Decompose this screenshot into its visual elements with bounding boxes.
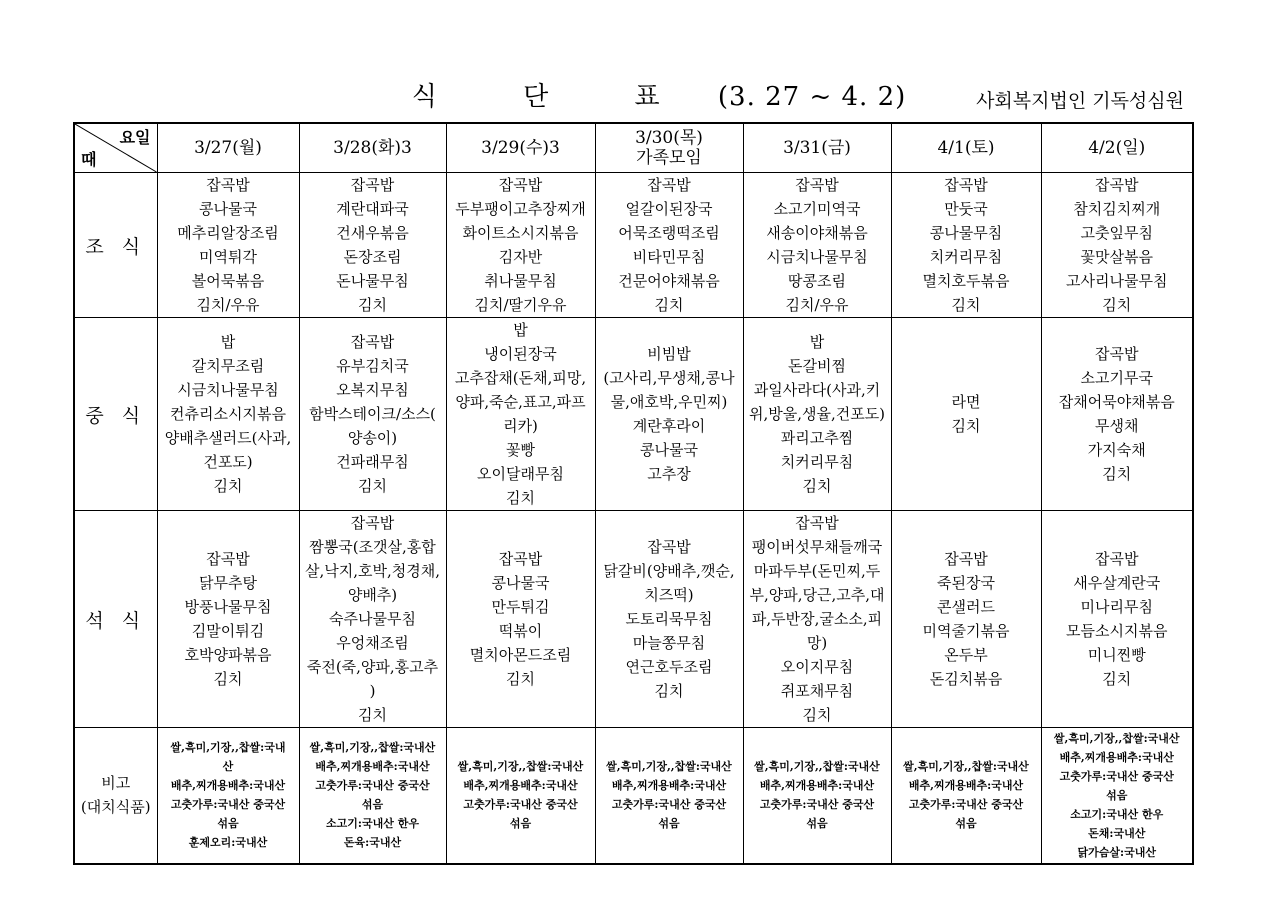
menu-cell xyxy=(891,318,1041,511)
menu-item: 김치 xyxy=(654,682,684,700)
menu-item: 꽈리고추찜 xyxy=(780,429,854,447)
menu-item: 방풍나물무침 xyxy=(184,598,272,616)
note-line: 쌀,흑미,기장,,찹쌀:국내산 xyxy=(606,760,732,774)
day-label: 3/28(화)3 xyxy=(333,138,412,158)
menu-item: 어묵조랭떡조림 xyxy=(618,224,720,242)
menu-cell xyxy=(446,511,595,728)
menu-item: 멸치아몬드조림 xyxy=(469,646,572,664)
note-line: 고춧가루:국내산 중국산 xyxy=(908,798,1024,812)
note-line: 쌀,흑미,기장,,찹쌀:국내산 xyxy=(903,760,1029,774)
note-line: 쌀,흑미,기장,,찹쌀:국내산 xyxy=(457,760,584,774)
note-line: 섞음 xyxy=(217,817,239,831)
menu-item: 모듬소시지볶음 xyxy=(1066,622,1168,640)
note-cell xyxy=(157,728,299,864)
menu-item: 무생채 xyxy=(1095,417,1139,435)
menu-item: 돈나물무침 xyxy=(336,272,409,290)
note-line: 섞음 xyxy=(806,817,828,831)
menu-item: 양파,죽순,표고,파프 xyxy=(455,393,586,411)
menu-item: 계란대파국 xyxy=(336,200,409,218)
menu-item: 라면 xyxy=(951,393,981,411)
header-row xyxy=(74,123,1193,173)
menu-item: 마늘쫑무침 xyxy=(632,634,706,652)
menu-item: 유부김치국 xyxy=(336,357,409,375)
menu-item: 닭갈비(양배추,깻순, xyxy=(603,562,735,580)
menu-cell xyxy=(157,511,299,728)
title-char-3: 표 xyxy=(634,82,661,112)
menu-item: 비타민무침 xyxy=(632,248,706,266)
note-line: 배추,찌개용배추:국내산 xyxy=(759,779,875,793)
menu-item: 살,낙지,호박,청경채, xyxy=(305,562,440,580)
note-line: 섞음 xyxy=(509,817,532,831)
menu-item: 김치 xyxy=(1102,296,1132,314)
menu-item: 떡볶이 xyxy=(498,622,543,640)
meal-row-breakfast xyxy=(74,173,1193,318)
day-header xyxy=(743,123,891,173)
note-line: 섞음 xyxy=(361,798,384,812)
note-line: 소고기:국내산 한우 xyxy=(1070,807,1164,821)
menu-item: 온두부 xyxy=(944,646,988,664)
notes-label: 비고 (대치식품) xyxy=(74,728,157,864)
note-line: 고춧가루:국내산 중국산 xyxy=(1059,769,1174,783)
menu-item: 메추리알장조림 xyxy=(177,224,279,242)
menu-item: 숙주나물무침 xyxy=(329,610,416,628)
menu-cell xyxy=(157,318,299,511)
menu-item: 멸치호두볶음 xyxy=(922,272,1010,290)
menu-item: 잡곡밥 xyxy=(795,514,839,532)
notes-row xyxy=(74,728,1193,864)
menu-item: 김치 xyxy=(802,477,832,495)
note-cell xyxy=(446,728,595,864)
menu-item: 잡곡밥 xyxy=(1095,550,1139,568)
meal-label: 중 식 xyxy=(74,318,157,511)
menu-item: 계란후라이 xyxy=(632,417,706,435)
menu-item: 김치 xyxy=(358,706,387,724)
menu-item: 김치 xyxy=(213,670,243,688)
note-cell xyxy=(299,728,446,864)
menu-item: 미니찐빵 xyxy=(1087,646,1146,664)
menu-item: 치커리무침 xyxy=(929,248,1003,266)
menu-item: 컨츄리소시지볶음 xyxy=(170,405,286,423)
day-header xyxy=(299,123,446,173)
menu-item: 돈장조림 xyxy=(343,248,402,266)
day-header xyxy=(157,123,299,173)
note-line: 쌀,흑미,기장,,찹쌀:국내산 xyxy=(1053,731,1180,745)
menu-item: 쥐포채무침 xyxy=(780,682,854,700)
menu-cell xyxy=(299,173,446,318)
menu-item: 팽이버섯무채들깨국 xyxy=(751,538,883,556)
menu-item: 콩나물국 xyxy=(491,574,550,592)
menu-item: 밥 xyxy=(809,333,825,351)
menu-cell xyxy=(595,511,743,728)
day-label: 4/2(일) xyxy=(1088,138,1146,158)
menu-item: 리카) xyxy=(503,417,538,435)
menu-item: 잡곡밥 xyxy=(498,550,543,568)
menu-item: 시금치나물무침 xyxy=(766,248,868,266)
note-line: 섞음 xyxy=(1106,788,1128,802)
menu-item: 오이달래무침 xyxy=(477,465,564,483)
menu-item: 두부팽이고추장찌개 xyxy=(455,200,586,218)
note-line: 쌀,흑미,기장,,찹쌀:국내산 xyxy=(309,741,436,755)
menu-item: 김치 xyxy=(213,477,243,495)
menu-item: 짬뽕국(조갯살,홍합 xyxy=(309,538,436,556)
day-header xyxy=(891,123,1041,173)
note-line: 배추,찌개용배추:국내산 xyxy=(1059,750,1174,764)
menu-item: 양송이) xyxy=(347,429,398,447)
menu-item: 치커리무침 xyxy=(780,453,854,471)
meal-row-dinner xyxy=(74,511,1193,728)
menu-item: 소고기미역국 xyxy=(773,200,861,218)
menu-item: 건새우볶음 xyxy=(336,224,409,242)
note-cell xyxy=(1041,728,1193,864)
organization-name: 사회복지법인 기독성심원 xyxy=(976,90,1184,112)
menu-item: 고사리나물무침 xyxy=(1066,272,1168,290)
note-line: 돈채:국내산 xyxy=(1088,826,1146,840)
menu-item: 콩나물국 xyxy=(199,200,257,218)
menu-item: 취나물무침 xyxy=(484,272,557,290)
note-line: 배추,찌개용배추:국내산 xyxy=(908,779,1024,793)
menu-item: 돈갈비찜 xyxy=(788,357,846,375)
corner-weekday-label: 요일 xyxy=(119,128,151,147)
menu-table xyxy=(73,122,1194,865)
menu-item: 땅콩조림 xyxy=(788,272,846,290)
menu-item: 꽃맛살볶음 xyxy=(1080,248,1153,266)
menu-item: 김치/우유 xyxy=(196,296,260,314)
menu-item: 파,두반장,굴소소,피 xyxy=(751,610,883,628)
menu-item: 위,방울,생율,건포도) xyxy=(748,405,886,423)
menu-cell xyxy=(743,173,891,318)
menu-item: 부,양파,당근,고추,대 xyxy=(749,586,885,604)
title-char-1: 식 xyxy=(411,82,438,112)
menu-item: 죽된장국 xyxy=(937,574,995,592)
menu-item: 우엉채조림 xyxy=(336,634,409,652)
menu-cell xyxy=(891,511,1041,728)
note-line: 산 xyxy=(222,760,234,774)
day-label: 4/1(토) xyxy=(937,138,995,158)
menu-item: 물,애호박,우민찌) xyxy=(610,393,728,411)
menu-item: 고춧잎무침 xyxy=(1080,224,1153,242)
note-line: 배추,찌개용배추:국내산 xyxy=(170,779,286,793)
menu-item: 김치 xyxy=(951,296,981,314)
menu-item: 김자반 xyxy=(498,248,543,266)
note-line: 고춧가루:국내산 중국산 xyxy=(170,798,286,812)
menu-item: 건파래무침 xyxy=(336,453,409,471)
menu-item: 화이트소시지볶음 xyxy=(462,224,579,242)
menu-item: 마파두부(돈민찌,두 xyxy=(753,562,881,580)
meal-label: 석 식 xyxy=(74,511,157,728)
menu-item: 꽃빵 xyxy=(506,441,535,459)
menu-item: 참치김치찌개 xyxy=(1073,200,1161,218)
menu-item: 잡곡밥 xyxy=(795,176,839,194)
menu-item: 가지숙채 xyxy=(1087,441,1146,459)
menu-item: 잡곡밥 xyxy=(944,550,988,568)
note-line: 쌀,흑미,기장,,찹쌀:국내산 xyxy=(754,760,880,774)
menu-item: 소고기무국 xyxy=(1080,369,1153,387)
note-line: 배추,찌개용배추:국내산 xyxy=(463,779,578,793)
menu-cell xyxy=(743,511,891,728)
menu-item: 김치 xyxy=(506,489,535,507)
note-line: 고춧가루:국내산 중국산 xyxy=(315,779,430,793)
menu-item: 도토리묵무침 xyxy=(625,610,713,628)
menu-item: 오복지무침 xyxy=(336,381,409,399)
menu-item: 비빔밥 xyxy=(647,345,691,363)
note-line: 섞음 xyxy=(955,817,977,831)
menu-item: 김말이튀김 xyxy=(191,622,265,640)
menu-item: 호박양파볶음 xyxy=(184,646,272,664)
menu-item: 만두튀김 xyxy=(491,598,550,616)
menu-item: 잡곡밥 xyxy=(350,333,395,351)
note-line: 돈육:국내산 xyxy=(343,836,402,850)
menu-cell xyxy=(743,318,891,511)
menu-item: 치즈떡) xyxy=(644,586,694,604)
note-line: 배추,찌개용배추:국내산 xyxy=(611,779,727,793)
menu-cell xyxy=(595,173,743,318)
note-line: 훈제오리:국내산 xyxy=(188,836,268,850)
menu-cell xyxy=(446,318,595,511)
menu-item: 김치/딸기우유 xyxy=(474,296,567,314)
menu-item: 함박스테이크/소스( xyxy=(309,405,436,423)
menu-cell xyxy=(891,173,1041,318)
day-label: 3/29(수)3 xyxy=(481,138,560,158)
note-line: 고춧가루:국내산 중국산 xyxy=(611,798,727,812)
note-line: 쌀,흑미,기장,,찹쌀:국내 xyxy=(170,741,286,755)
menu-item: 잡곡밥 xyxy=(350,514,395,532)
menu-item: 미역줄기볶음 xyxy=(922,622,1010,640)
menu-item: (고사리,무생채,콩나 xyxy=(603,369,735,387)
meal-label: 조 식 xyxy=(74,173,157,318)
menu-cell xyxy=(595,318,743,511)
menu-item: 새우살계란국 xyxy=(1073,574,1161,592)
menu-item: 미나리무침 xyxy=(1080,598,1153,616)
note-line: 소고기:국내산 한우 xyxy=(326,817,419,831)
note-cell xyxy=(891,728,1041,864)
menu-item: ) xyxy=(369,682,376,700)
menu-item: 김치 xyxy=(358,477,387,495)
menu-item: 콩나물무침 xyxy=(929,224,1003,242)
menu-item: 밥 xyxy=(513,321,528,339)
note-line: 고춧가루:국내산 중국산 xyxy=(759,798,875,812)
menu-cell xyxy=(1041,318,1193,511)
menu-item: 시금치나물무침 xyxy=(177,381,279,399)
menu-item: 잡곡밥 xyxy=(944,176,988,194)
title-char-2: 단 xyxy=(523,82,550,112)
day-label: 3/30(목) 가족모임 xyxy=(635,128,703,168)
menu-item: 김치 xyxy=(1102,670,1132,688)
menu-item: 죽전(죽,양파,홍고추 xyxy=(306,658,439,676)
corner-cell xyxy=(74,123,157,173)
note-cell xyxy=(595,728,743,864)
menu-item: 김치 xyxy=(802,706,832,724)
menu-item: 김치 xyxy=(951,417,981,435)
menu-cell xyxy=(1041,511,1193,728)
title-date-range: (3. 27 ~ 4. 2) xyxy=(717,82,907,112)
menu-item: 잡곡밥 xyxy=(206,550,250,568)
menu-cell xyxy=(299,511,446,728)
menu-item: 김치/우유 xyxy=(785,296,849,314)
menu-cell xyxy=(446,173,595,318)
menu-item: 만둣국 xyxy=(944,200,988,218)
menu-item: 김치 xyxy=(358,296,387,314)
menu-item: 잡곡밥 xyxy=(350,176,395,194)
menu-item: 김치 xyxy=(1102,465,1132,483)
note-line: 닭가슴살:국내산 xyxy=(1077,845,1156,859)
menu-item: 과일사라다(사과,키 xyxy=(753,381,881,399)
day-header xyxy=(595,123,743,173)
menu-item: 잡곡밥 xyxy=(206,176,250,194)
menu-item: 콘샐러드 xyxy=(937,598,995,616)
menu-item: 냉이된장국 xyxy=(484,345,557,363)
corner-meal-label: 때 xyxy=(81,150,97,169)
menu-item: 오이지무침 xyxy=(780,658,854,676)
menu-item: 새송이야채볶음 xyxy=(766,224,868,242)
menu-item: 볼어묵볶음 xyxy=(191,272,265,290)
menu-cell xyxy=(299,318,446,511)
menu-cell xyxy=(157,173,299,318)
menu-item: 닭무추탕 xyxy=(199,574,257,592)
menu-item: 밥 xyxy=(220,333,236,351)
note-line: 섞음 xyxy=(658,817,680,831)
menu-item: 잡곡밥 xyxy=(1095,345,1139,363)
menu-item: 망) xyxy=(806,634,828,652)
menu-item: 콩나물국 xyxy=(640,441,698,459)
menu-item: 건포도) xyxy=(203,453,253,471)
menu-item: 고추장 xyxy=(647,465,691,483)
day-label: 3/27(월) xyxy=(194,138,262,158)
note-line: 고춧가루:국내산 중국산 xyxy=(463,798,578,812)
menu-item: 잡곡밥 xyxy=(1095,176,1139,194)
menu-item: 건문어야채볶음 xyxy=(618,272,720,290)
menu-item: 김치 xyxy=(654,296,684,314)
meal-row-lunch xyxy=(74,318,1193,511)
menu-cell xyxy=(1041,173,1193,318)
menu-item: 잡채어묵야채볶음 xyxy=(1058,393,1175,411)
day-header xyxy=(1041,123,1193,173)
note-line: 배추,찌개용배추:국내산 xyxy=(315,760,430,774)
menu-item: 김치 xyxy=(506,670,535,688)
menu-item: 잡곡밥 xyxy=(498,176,543,194)
menu-item: 잡곡밥 xyxy=(647,176,691,194)
day-header xyxy=(446,123,595,173)
menu-item: 양배추) xyxy=(347,586,398,604)
note-cell xyxy=(743,728,891,864)
menu-item: 돈김치볶음 xyxy=(929,670,1003,688)
menu-item: 미역튀각 xyxy=(199,248,257,266)
menu-item: 연근호두조림 xyxy=(625,658,713,676)
menu-item: 고추잡채(돈채,피망, xyxy=(454,369,587,387)
day-label: 3/31(금) xyxy=(783,138,851,158)
menu-item: 얼갈이된장국 xyxy=(625,200,713,218)
menu-item: 양배추샐러드(사과, xyxy=(164,429,292,447)
menu-item: 잡곡밥 xyxy=(647,538,691,556)
menu-item: 갈치무조림 xyxy=(191,357,265,375)
